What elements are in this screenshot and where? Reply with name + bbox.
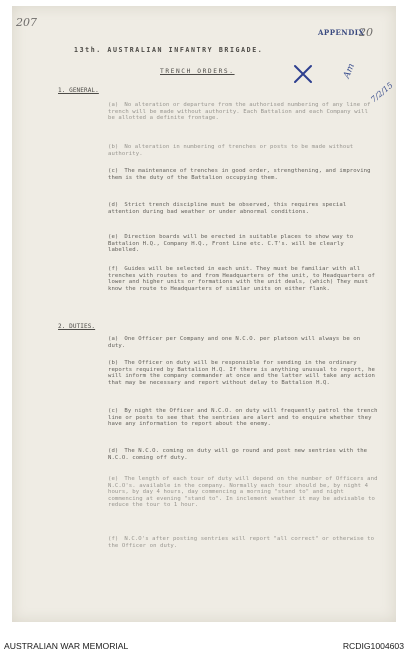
general-paragraph-e	[108, 234, 378, 254]
general-paragraph-b	[108, 144, 378, 157]
paragraph-label: (f)	[108, 536, 119, 542]
paragraph-text: No alteration in numbering of trenches or posts to be made without authority.	[108, 144, 354, 157]
archive-item-id: RCDIG1004603	[342, 641, 404, 651]
paragraph-label: (a)	[108, 102, 119, 108]
paragraph-label: (e)	[108, 476, 119, 482]
duties-paragraph-d	[108, 448, 378, 461]
duties-paragraph-a	[108, 336, 378, 349]
paragraph-label: (b)	[108, 144, 119, 150]
paragraph-text: No alteration or departure from the authorised numbering of any line of trench will be made without authority. Each Battalion and each Company will be allotted a definite frontage.	[108, 102, 371, 122]
duties-paragraph-b	[108, 360, 378, 386]
archive-caption: AUSTRALIAN WAR MEMORIAL	[4, 641, 129, 651]
paragraph-text: N.C.O's after posting sentries will report "all correct" or otherwise to the Officer on duty.	[108, 536, 375, 549]
paragraph-text: One Officer per Company and one N.C.O. per platoon will always be on duty.	[108, 336, 361, 349]
pencil-date: 7/2/15	[369, 80, 395, 105]
general-paragraph-a	[108, 102, 378, 122]
folio-number: 207	[16, 16, 37, 29]
duties-paragraph-c	[108, 408, 378, 428]
duties-paragraph-e	[108, 476, 378, 509]
general-paragraph-f	[108, 266, 378, 292]
paragraph-text: Guides will be selected in each unit. They must be familiar with all trenches with routes to and from Headquarters of the unit, to Headquarters of lower and higher units or formations with the unit deals, (which) They must know the route to Headquarters of similar units on either flank.	[108, 266, 376, 292]
section-2-title: 2. DUTIES.	[58, 323, 96, 330]
general-paragraph-c	[108, 168, 378, 181]
appendix-stamp: APPENDIX	[318, 28, 365, 37]
orders-title: TRENCH ORDERS.	[160, 68, 235, 75]
page-number: 20	[359, 26, 373, 39]
cross-mark-icon	[292, 64, 314, 84]
paragraph-label: (d)	[108, 202, 119, 208]
paragraph-label: (a)	[108, 336, 119, 342]
paragraph-text: The length of each tour of duty will depend on the number of Officers and N.C.O's. available in the company. Normally each tour should be, by night 4 hours, by day 4 hours, day commencing a morning "stand to" and night commencing at evening "stand to". In inclement weather it may be advisable to reduce the tour to 1 hour.	[108, 476, 378, 509]
document-page	[12, 6, 396, 622]
duties-paragraph-f	[108, 536, 378, 549]
paragraph-text: The N.C.O. coming on duty will go round and post new sentries with the N.C.O. coming off duty.	[108, 448, 368, 461]
paragraph-text: The Officer on duty will be responsible for sending in the ordinary reports required by Battalion H.Q. If there is anything unusual to report, he will inform the company commander at once and the latter will take any action that may be necessary and report without delay to Battalion H.Q.	[108, 360, 376, 386]
paragraph-label: (c)	[108, 168, 119, 174]
section-1-title: 1. GENERAL.	[58, 87, 99, 94]
brigade-heading: 13th. AUSTRALIAN INFANTRY BRIGADE.	[74, 46, 264, 54]
pencil-signature: Am	[342, 62, 357, 80]
general-paragraph-d	[108, 202, 378, 215]
paragraph-label: (b)	[108, 360, 119, 366]
paragraph-label: (d)	[108, 448, 119, 454]
paragraph-label: (f)	[108, 266, 119, 272]
paragraph-text: The maintenance of trenches in good order, strengthening, and improving them is the duty of the Battalion occupying them.	[108, 168, 371, 181]
paragraph-text: Strict trench discipline must be observed, this requires special attention during bad weather or under abnormal conditions.	[108, 202, 347, 215]
paragraph-text: By night the Officer and N.C.O. on duty will frequently patrol the trench line or posts to see that the sentries are alert and to enquire whether they have any information to report about the enemy.	[108, 408, 378, 428]
paragraph-label: (e)	[108, 234, 119, 240]
paragraph-label: (c)	[108, 408, 119, 414]
paragraph-text: Direction boards will be erected in suitable places to show way to Battalion H.Q., Company H.Q., Front Line etc. C.T's. will be clearly labelled.	[108, 234, 354, 254]
